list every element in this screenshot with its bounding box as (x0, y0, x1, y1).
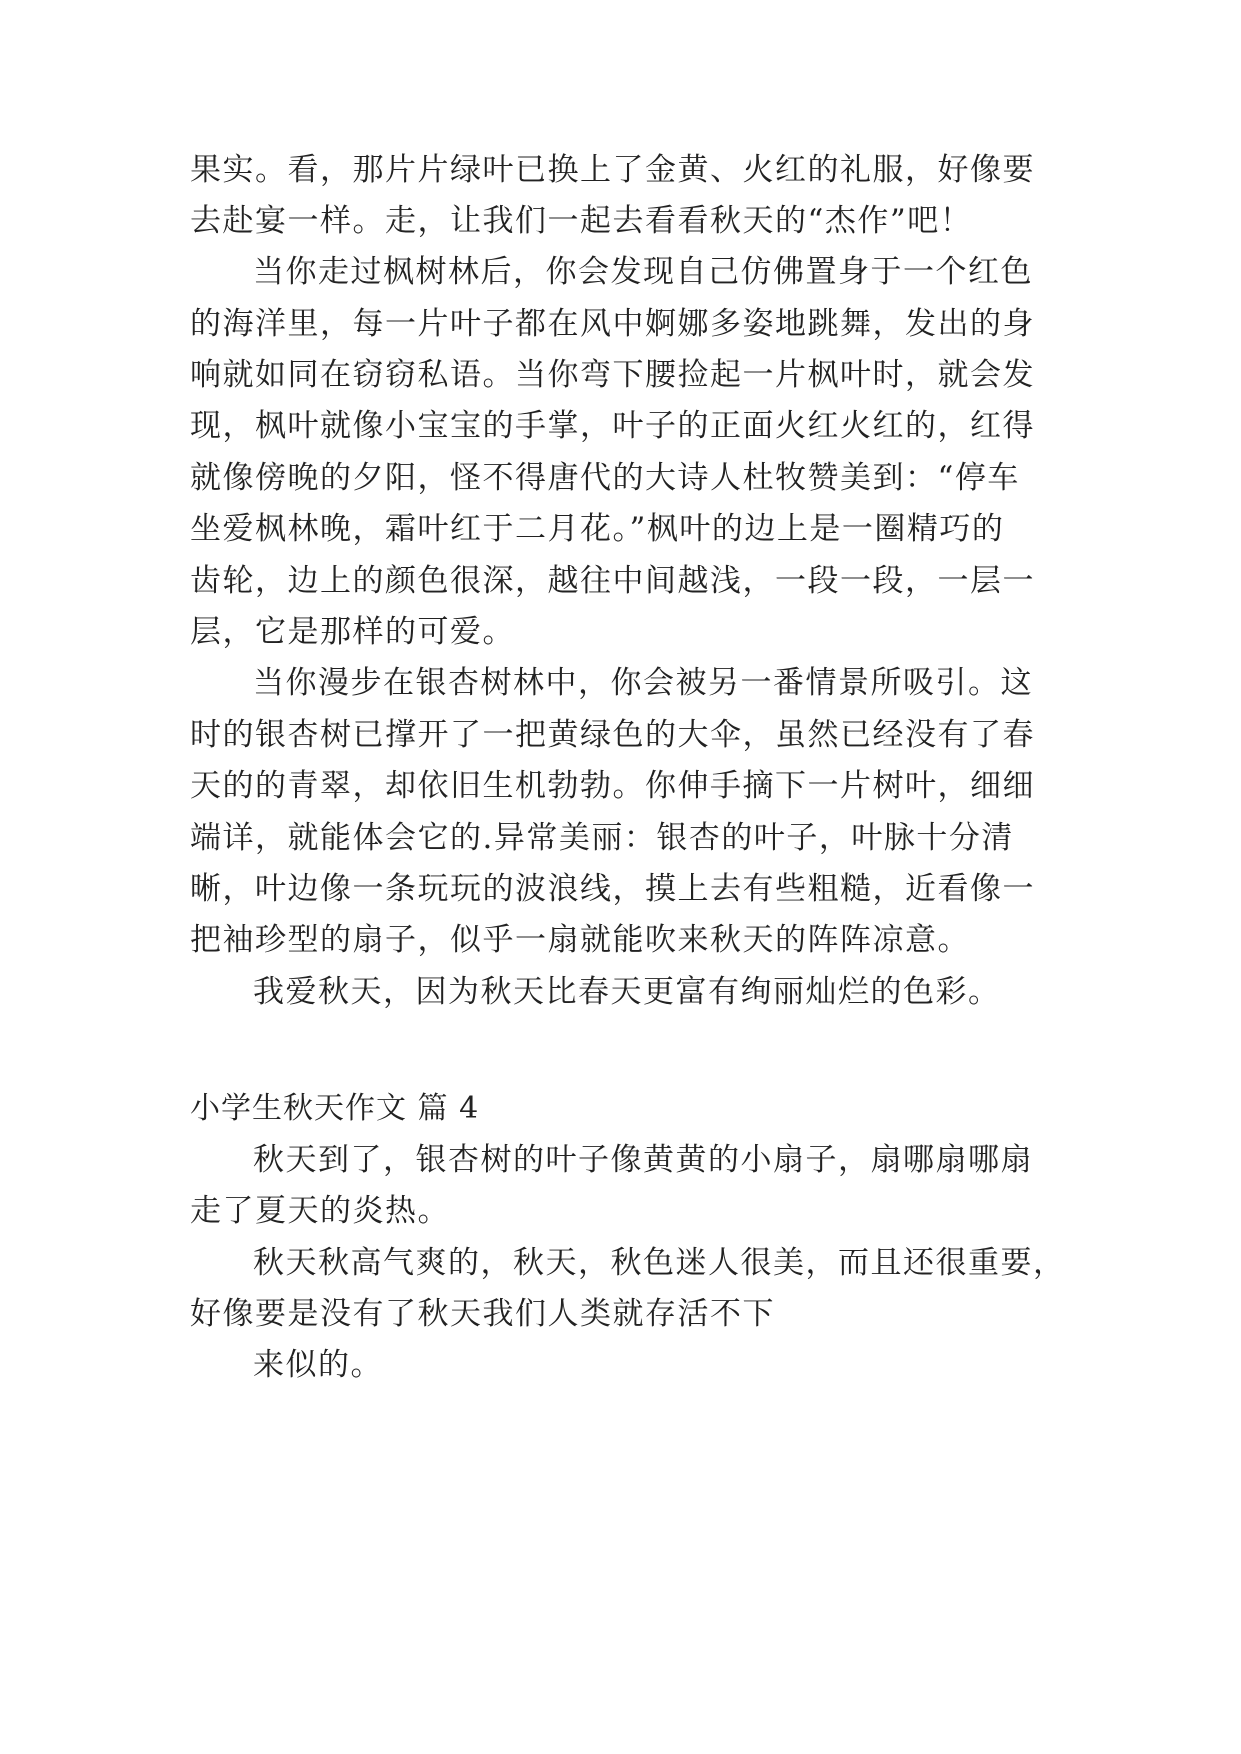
paragraph-line: 层，它是那样的可爱。 (190, 614, 515, 650)
paragraph-line: 当你漫步在银杏树林中，你会被另一番情景所吸引。这 (253, 665, 1033, 701)
section-heading: 小学生秋天作文 篇 4 (190, 1091, 480, 1126)
paragraph-line: 秋天到了，银杏树的叶子像黄黄的小扇子，扇哪扇哪扇 (253, 1142, 1033, 1178)
paragraph-line: 走了夏天的炎热。 (190, 1193, 450, 1229)
paragraph-line: 好像要是没有了秋天我们人类就存活不下 (190, 1296, 775, 1332)
paragraph-line: 齿轮，边上的颜色很深，越往中间越浅，一段一段，一层一 (190, 563, 1035, 599)
paragraph-line: 果实。看，那片片绿叶已换上了金黄、火红的礼服，好像要 (190, 152, 1035, 188)
paragraph-line: 现，枫叶就像小宝宝的手掌，叶子的正面火红火红的，红得 (190, 408, 1035, 444)
paragraph-line: 去赴宴一样。走，让我们一起去看看秋天的“杰作”吧！ (190, 203, 973, 239)
paragraph-line: 天的的青翠，却依旧生机勃勃。你伸手摘下一片树叶，细细 (190, 768, 1035, 804)
paragraph-line: 把袖珍型的扇子，似乎一扇就能吹来秋天的阵阵凉意。 (190, 922, 970, 958)
paragraph-line: 时的银杏树已撑开了一把黄绿色的大伞，虽然已经没有了春 (190, 717, 1035, 753)
paragraph-line: 的海洋里，每一片叶子都在风中婀娜多姿地跳舞，发出的身 (190, 306, 1035, 342)
paragraph-line: 坐爱枫林晚，霜叶红于二月花。”枫叶的边上是一圈精巧的 (190, 511, 1005, 547)
paragraph-line: 我爱秋天，因为秋天比春天更富有绚丽灿烂的色彩。 (253, 974, 1001, 1010)
paragraph-line: 秋天秋高气爽的，秋天，秋色迷人很美，而且还很重要， (253, 1245, 1066, 1281)
paragraph-line: 就像傍晚的夕阳，怪不得唐代的大诗人杜牧赞美到：“停车 (190, 460, 1020, 496)
paragraph-line: 晰，叶边像一条玩玩的波浪线，摸上去有些粗糙，近看像一 (190, 871, 1035, 907)
paragraph-line: 响就如同在窃窃私语。当你弯下腰捡起一片枫叶时，就会发 (190, 357, 1035, 393)
paragraph-line: 端详，就能体会它的.异常美丽：银杏的叶子，叶脉十分清 (190, 820, 1014, 856)
paragraph-line: 当你走过枫树林后，你会发现自己仿佛置身于一个红色 (253, 254, 1033, 290)
paragraph-line: 来似的。 (253, 1347, 383, 1383)
